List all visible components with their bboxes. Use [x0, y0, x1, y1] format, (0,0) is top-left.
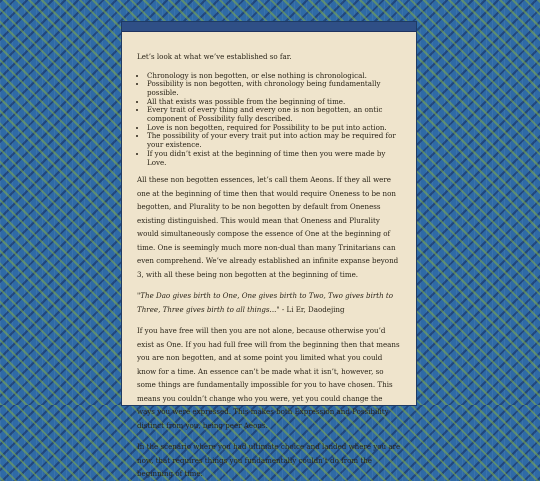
list-item: • All that exists was possible from the beginning of time.: [147, 98, 401, 107]
established-list: [137, 72, 401, 168]
page-header-bar: [122, 22, 416, 32]
quote-text: "The Dao gives birth to One, One gives birth to Two, Two gives birth to Three, Three gives birth to all things...": [137, 291, 394, 314]
list-item: • The possibility of your every trait put into action may be required for your existence.: [147, 132, 401, 149]
list-item: • Love is non begotten, required for Possibility to be put into action.: [147, 124, 401, 133]
list-item: • Every trait of every thing and every one is non begotten, an ontic component of Possibility fully described.: [147, 106, 401, 123]
list-item: • Chronology is non begotten, or else nothing is chronological.: [147, 72, 401, 81]
article-content: [122, 32, 416, 481]
list-item: • Possibility is non begotten, with chronology being fundamentally possible.: [147, 80, 401, 97]
intro-paragraph: Let’s look at what we’ve established so far.: [137, 52, 292, 61]
daodejing-quote: [137, 289, 401, 316]
quote-attribution: - Li Er, Daodejing: [279, 304, 345, 314]
aeons-paragraph: All these non begotten essences, let’s call them Aeons. If they all were one at the beginning of time then that would require Oneness to be non begotten, and Plurality to be non begotten by default from Oneness existing distinguished. This would mean that Oneness and Plurality would simultaneously compose the essence of One at the beginning of time. One is seemingly much more non-dual than many Trinitarians can even comprehend. We’ve already established an infinite expanse beyond 3, with all these being non begotten at the beginning of time.: [137, 175, 399, 279]
free-will-paragraph: If you have free will then you are not alone, because otherwise you’d exist as One. If you had full free will from the beginning then that means you are non begotten, and at some point you limited what you could know for a time. An essence can’t be made what it isn’t, however, so some things are fundamentally impossible for you to have chosen. This means you couldn’t change who you were, yet you could change the ways you were expressed. This makes both Expression and Possibility distinct from you, being peer Aeons.: [137, 326, 400, 430]
list-item: • If you didn’t exist at the beginning of time then you were made by Love.: [147, 150, 401, 167]
article-page: [122, 22, 416, 479]
scenario-paragraph: In the scenario where you had ultimate choice and landed where you are now, that requires things you fundamentally couldn’t do from the beginning of time.: [137, 442, 401, 479]
